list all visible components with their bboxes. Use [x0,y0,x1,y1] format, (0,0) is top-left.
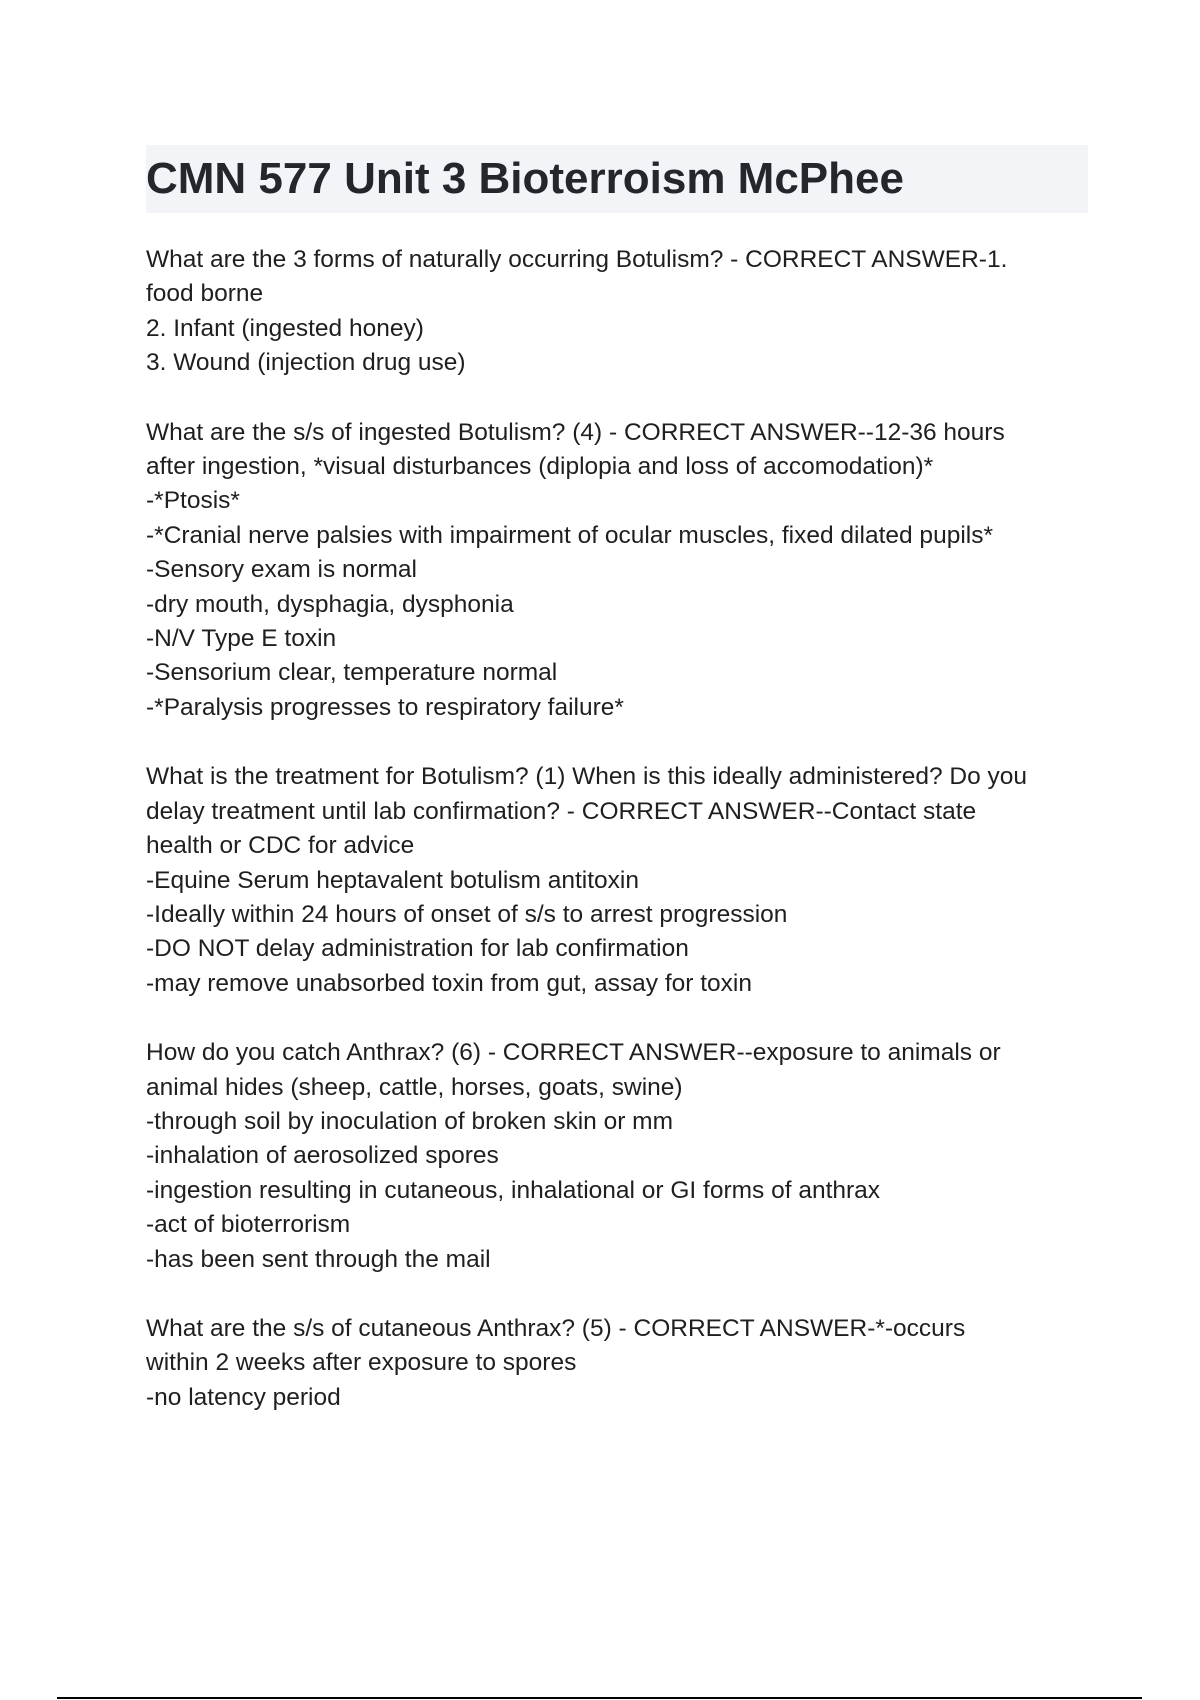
title-bar [146,145,1088,213]
text-line: -through soil by inoculation of broken skin or mm [146,1107,674,1135]
text-line: -inhalation of aerosolized spores [146,1142,499,1170]
text-line: What are the 3 forms of naturally occurring Botulism? - CORRECT ANSWER-1. [146,246,1008,273]
text-line: -may remove unabsorbed toxin from gut, assay for toxin [146,969,752,997]
text-line: 3. Wound (injection drug use) [146,349,466,377]
text-line: -dry mouth, dysphagia, dysphonia [146,590,514,618]
text-line: -Sensory exam is normal [146,556,417,584]
text-line: -has been sent through the mail [146,1245,491,1273]
qa-entry-botulism-forms [146,243,1096,381]
text-line: What is the treatment for Botulism? (1) When is this ideally administered? Do you [146,763,1028,791]
text-line: food borne [146,280,264,308]
text-line: -Sensorium clear, temperature normal [146,659,558,687]
text-line: -Equine Serum heptavalent botulism antitoxin [146,866,640,894]
text-line: animal hides (sheep, cattle, horses, goats, swine) [146,1073,683,1101]
text-line: What are the s/s of ingested Botulism? (4) - CORRECT ANSWER--12-36 hours [146,418,1005,446]
text-line: -ingestion resulting in cutaneous, inhalational or GI forms of anthrax [146,1176,881,1204]
text-line: How do you catch Anthrax? (6) - CORRECT ANSWER--exposure to animals or [146,1039,1001,1067]
text-line: -*Ptosis* [146,487,240,515]
document-content [146,243,1096,1450]
text-line: after ingestion, *visual disturbances (diplopia and loss of accomodation)* [146,453,934,481]
text-line: within 2 weeks after exposure to spores [146,1349,577,1377]
text-line: 2. Infant (ingested honey) [146,314,424,342]
text-line: -N/V Type E toxin [146,625,337,653]
text-line: -act of bioterrorism [146,1211,351,1239]
footer-divider [57,1697,1142,1699]
text-line: What are the s/s of cutaneous Anthrax? (5) - CORRECT ANSWER-*-occurs [146,1314,966,1342]
text-line: -Ideally within 24 hours of onset of s/s to arrest progression [146,900,788,928]
text-line: -DO NOT delay administration for lab confirmation [146,935,689,963]
text-line: health or CDC for advice [146,832,415,860]
text-line: -*Paralysis progresses to respiratory failure* [146,693,624,721]
qa-entry-anthrax-transmission [146,1036,1096,1277]
page-title: CMN 577 Unit 3 Bioterroism McPhee [146,154,904,203]
text-line: -no latency period [146,1383,341,1411]
text-line: -*Cranial nerve palsies with impairment of ocular muscles, fixed dilated pupils* [146,521,993,549]
qa-entry-botulism-treatment [146,760,1096,1001]
text-line: delay treatment until lab confirmation? - CORRECT ANSWER--Contact state [146,797,977,825]
qa-entry-cutaneous-anthrax [146,1312,1096,1415]
qa-entry-ingested-botulism [146,416,1096,726]
